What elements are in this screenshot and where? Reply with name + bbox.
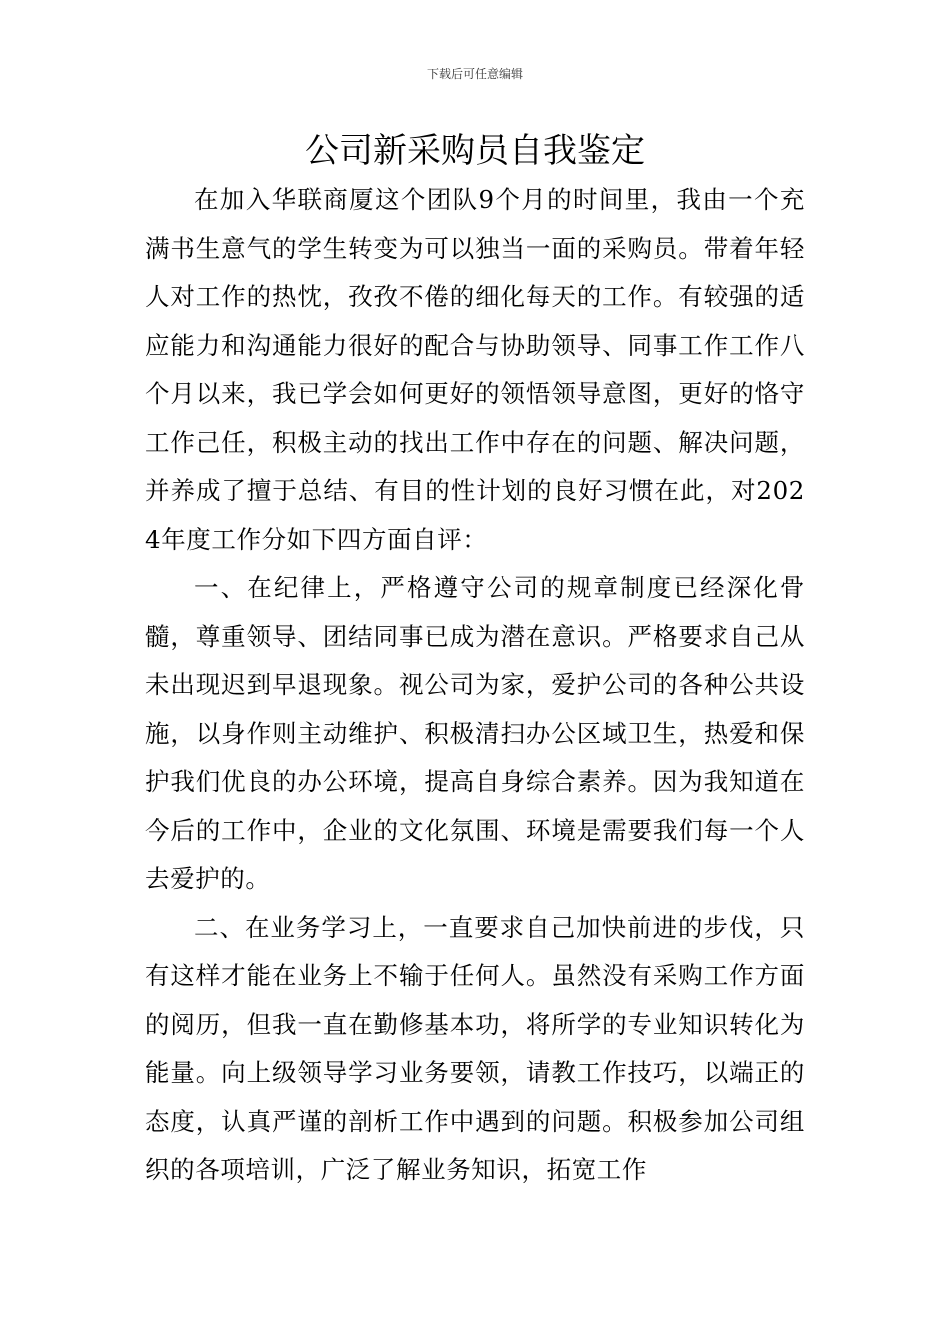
document-title: 公司新采购员自我鉴定 [305,131,645,171]
paragraph-discipline: 一、在纪律上，严格遵守公司的规章制度已经深化骨髓，尊重领导、团结同事已成为潜在意识。严格要求自己从未出现迟到早退现象。视公司为家，爱护公司的各种公共设施，以身作则主动维护、积极清扫办公区域卫生，热爱和保护我们优良的办公环境，提高自身综合素养。因为我知道在今后的工作中，企业的文化氛围、环境是需要我们每一个人去爱护的。 [145,573,805,893]
document-body [145,176,805,1195]
header-note: 下载后可任意编辑 [426,67,523,81]
paragraph-intro: 在加入华联商厦这个团队9个月的时间里，我由一个充满书生意气的学生转变为可以独当一面的采购员。带着年轻人对工作的热忱，孜孜不倦的细化每天的工作。有较强的适应能力和沟通能力很好的配合与协助领导、同事工作工作八个月以来，我已学会如何更好的领悟领导意图，更好的恪守工作己任，积极主动的找出工作中存在的问题、解决问题，并养成了擅于总结、有目的性计划的良好习惯在此，对2024年度工作分如下四方面自评： [145,185,805,554]
paragraph-study: 二、在业务学习上，一直要求自己加快前进的步伐，只有这样才能在业务上不输于任何人。虽然没有采购工作方面的阅历，但我一直在勤修基本功，将所学的专业知识转化为能量。向上级领导学习业务要领，请教工作技巧，以端正的态度，认真严谨的剖析工作中遇到的问题。积极参加公司组织的各项培训，广泛了解业务知识，拓宽工作 [145,912,805,1184]
